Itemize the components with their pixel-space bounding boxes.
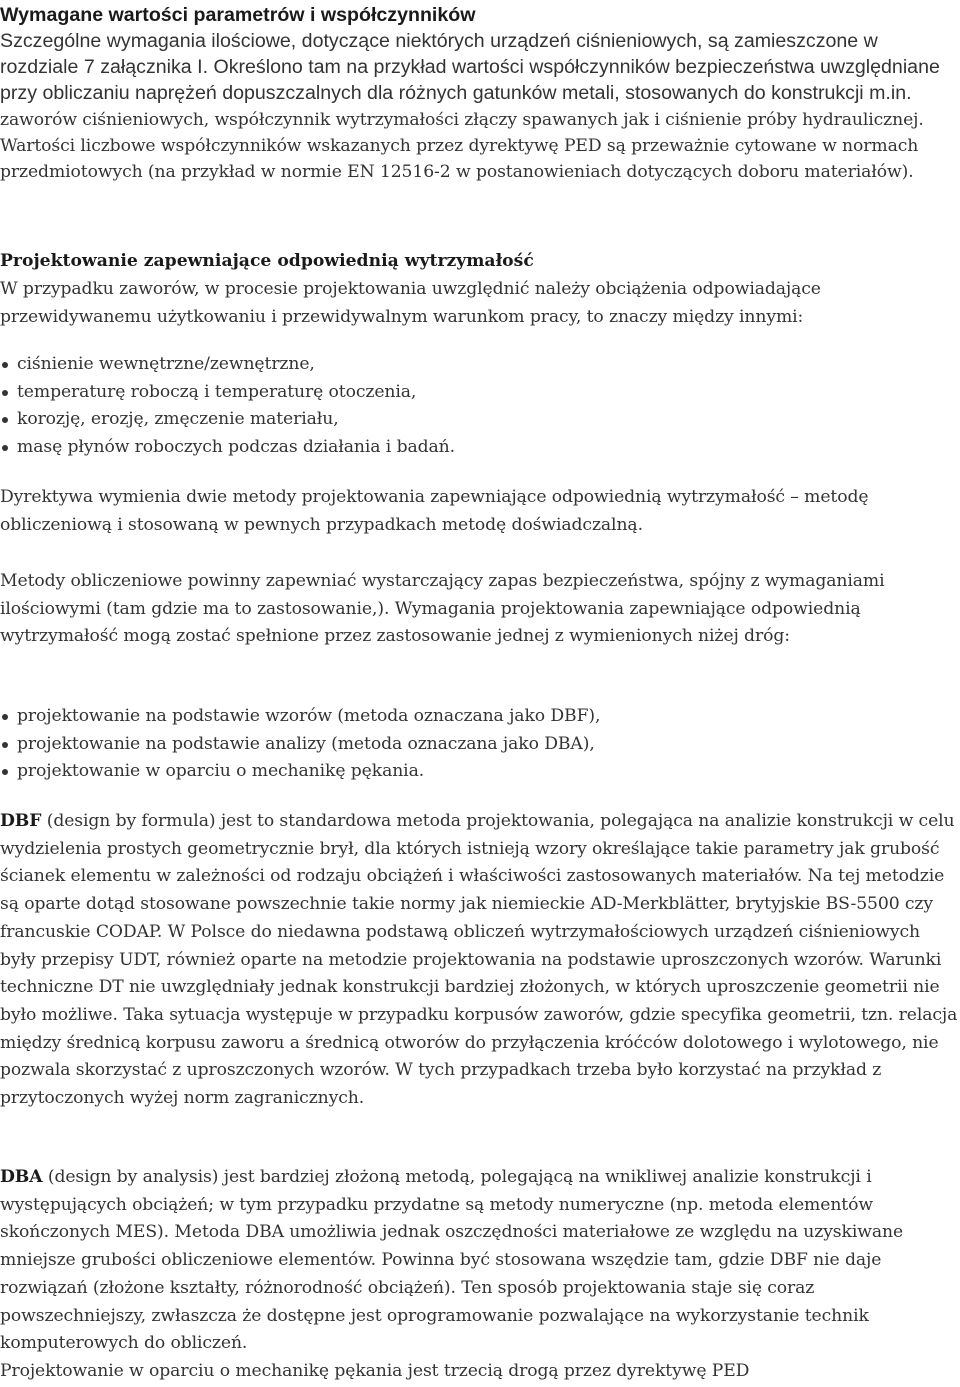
dbf-description: (design by formula) jest to standardowa metoda projektowania, polegająca na analizie konstrukcji w celu wydzielenia prostych geometrycznie brył, dla których istnieją wzory określające takie parametry jak grubość ścianek elementu w zależności od rodzaju obciążeń i właściwości zastosowanych materiałów. Na tej metodzie są oparte dotąd stosowane powszechnie takie normy jak niemieckie AD-Merkblätter, brytyjskie BS-5500 czy francuskie CODAP. W Polsce do niedawna podstawą obliczeń wytrzymałościowych urządzeń ciśnieniowych były przepisy UDT, również oparte na metodzie projektowania na podstawie uproszczonych wzorów. Warunki techniczne DT nie uwzględniały jednak konstrukcji bardziej złożonych, w których uproszczenie geometrii nie było możliwe. Taka sytuacja występuje w przypadku korpusów zaworów, gdzie specyfika geometrii, tzn. relacja między średnicą korpusu zaworu a średnicą otworów do przyłączenia króćców dolotowego i wylotowego, nie pozwala skorzystać z uproszczonych wzorów. W tych przypadkach trzeba było korzystać na przykład z przytoczonych wyżej norm zagranicznych. [0, 811, 958, 1109]
paragraph-loads-intro: W przypadku zaworów, w procesie projektowania uwzględnić należy obciążenia odpowiadające przewidywanemu użytkowaniu i przewidywalnym warunkom pracy, to znaczy między innymi: [0, 279, 821, 327]
bullet-icon [2, 769, 8, 775]
paragraph-fracture-mechanics: Projektowanie w oparciu o mechanikę pękania jest trzecią drogą przez dyrektywę PED [0, 1361, 750, 1381]
list-item [0, 731, 958, 759]
section-heading-design: Projektowanie zapewniające odpowiednią wytrzymałość [0, 251, 534, 271]
bullet-icon [2, 714, 8, 720]
list-item-text: projektowanie na podstawie wzorów (metoda oznaczana jako DBF), [17, 706, 601, 726]
requirements-sans-text: Szczególne wymagania ilościowe, dotyczące niektórych urządzeń ciśnieniowych, są zamieszczone w rozdziale 7 załącznika I. Określono tam na przykład wartości współczynników bezpieczeństwa uwzględniane przy obliczaniu naprężeń dopuszczalnych dla różnych gatunków metali, stosowanych do konstrukcji m.in. [0, 30, 940, 104]
bullet-icon [2, 362, 8, 368]
design-ways-list [0, 703, 958, 786]
bullet-icon [2, 445, 8, 451]
list-item-text: projektowanie na podstawie analizy (metoda oznaczana jako DBA), [17, 733, 595, 754]
list-item-text: korozję, erozję, zmęczenie materiału, [17, 409, 339, 430]
section-heading-parameters: Wymagane wartości parametrów i współczynników [0, 4, 476, 26]
list-item [0, 758, 958, 786]
list-item-text: ciśnienie wewnętrzne/zewnętrzne, [17, 354, 315, 374]
loads-list [0, 351, 958, 462]
list-item [0, 703, 958, 731]
dba-description: (design by analysis) jest bardziej złożoną metodą, polegającą na wnikliwej analizie konstrukcji i występujących obciążeń; w tym przypadku przydatne są metody numeryczne (np. metoda elementów skończonych MES). Metoda DBA umożliwia jednak oszczędności materiałowe ze względu na uzyskiwane mniejsze grubości obliczeniowe elementów. Powinna być stosowana wszędzie tam, gdzie DBF nie daje rozwiązań (złożone kształty, różnorodność obciążeń). Ten sposób projektowania staje się coraz powszechniejszy, zwłaszcza że dostępne jest oprogramowanie pozwalające na wykorzystanie technik komputerowych do obliczeń. [0, 1167, 904, 1354]
paragraph-dbf [0, 808, 958, 1113]
paragraph-dba [0, 1164, 958, 1358]
requirements-serif-text: zaworów ciśnieniowych, współczynnik wytrzymałości złączy spawanych jak i ciśnienie próby hydraulicznej. Wartości liczbowe współczynników wskazanych przez dyrektywę PED są przeważnie cytowane w normach przedmiotowych (na przykład w normie EN 12516-2 w postanowieniach dotyczących doboru materiałów). [0, 110, 924, 182]
list-item-text: masę płynów roboczych podczas działania i badań. [17, 437, 455, 458]
dbf-term: DBF [0, 811, 42, 831]
paragraph-methods: Dyrektywa wymienia dwie metody projektowania zapewniające odpowiednią wytrzymałość – metodę obliczeniową i stosowaną w pewnych przypadkach metodę doświadczalną. [0, 487, 869, 535]
list-item [0, 351, 958, 379]
list-item-text: temperaturę roboczą i temperaturę otoczenia, [17, 381, 417, 402]
paragraph-calculation-methods: Metody obliczeniowe powinny zapewniać wystarczający zapas bezpieczeństwa, spójny z wymaganiami ilościowymi (tam gdzie ma to zastosowanie,). Wymagania projektowania zapewniające odpowiednią wytrzymałość mogą zostać spełnione przez zastosowanie jednej z wymienionych niżej dróg: [0, 571, 885, 647]
list-item [0, 406, 958, 434]
bullet-icon [2, 742, 8, 748]
list-item [0, 434, 958, 462]
bullet-icon [2, 390, 8, 396]
dba-term: DBA [0, 1167, 43, 1187]
bullet-icon [2, 417, 8, 423]
paragraph-requirements [0, 28, 958, 185]
list-item-text: projektowanie w oparciu o mechanikę pękania. [17, 761, 425, 782]
list-item [0, 379, 958, 407]
